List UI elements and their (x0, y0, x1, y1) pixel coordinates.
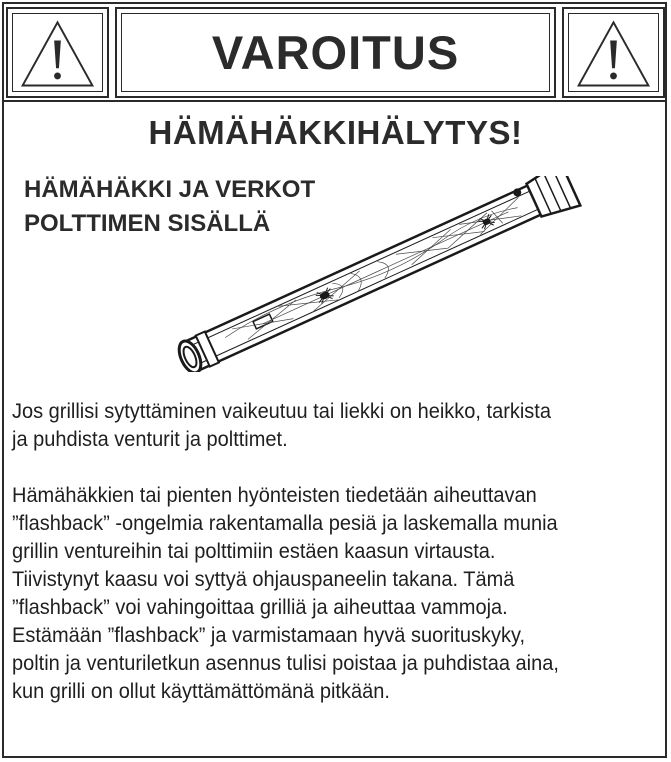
paragraph-line: ”flashback” -ongelmia rakentamalla pesiä ja laskemalla munia (12, 511, 558, 535)
paragraph-line: ja puhdista venturit ja polttimet. (12, 427, 288, 451)
paragraph-line: Hämähäkkien tai pienten hyönteisten tiedetään aiheuttavan (12, 483, 537, 507)
header-divider (2, 100, 667, 102)
warning-header (6, 7, 665, 98)
spider-alert-headline: HÄMÄHÄKKIHÄLYTYS! (148, 114, 523, 151)
paragraph-details (12, 481, 618, 705)
warning-title: VAROITUS (211, 26, 460, 79)
title-box (115, 7, 556, 98)
subheadline-line-2: POLTTIMEN SISÄLLÄ (24, 210, 271, 237)
warning-triangle-icon (8, 9, 107, 96)
warning-icon-box-left (6, 7, 109, 98)
paragraph-line: Estämään ”flashback” ja varmistamaan hyvä suorituskyky, (12, 623, 526, 647)
paragraph-line: kun grilli on ollut käyttämättömänä pitkään. (12, 679, 390, 703)
burner-tube-illustration (152, 176, 592, 372)
paragraph-line: Tiivistynyt kaasu voi syttyä ohjauspaneelin takana. Tämä (12, 567, 515, 591)
paragraph-line: Jos grillisi sytyttäminen vaikeutuu tai liekki on heikko, tarkista (12, 399, 551, 423)
warning-icon-box-right (562, 7, 665, 98)
subheadline-line-1: HÄMÄHÄKKI JA VERKOT (24, 176, 316, 203)
paragraph-line: grillin ventureihin tai polttimiin estäen kaasun virtausta. (12, 539, 496, 563)
paragraph-intro (12, 397, 618, 453)
paragraph-line: poltin ja venturiletkun asennus tulisi poistaa ja puhdistaa aina, (12, 651, 559, 675)
paragraph-line: ”flashback” voi vahingoittaa grilliä ja aiheuttaa vammoja. (12, 595, 508, 619)
warning-triangle-icon (564, 9, 663, 96)
